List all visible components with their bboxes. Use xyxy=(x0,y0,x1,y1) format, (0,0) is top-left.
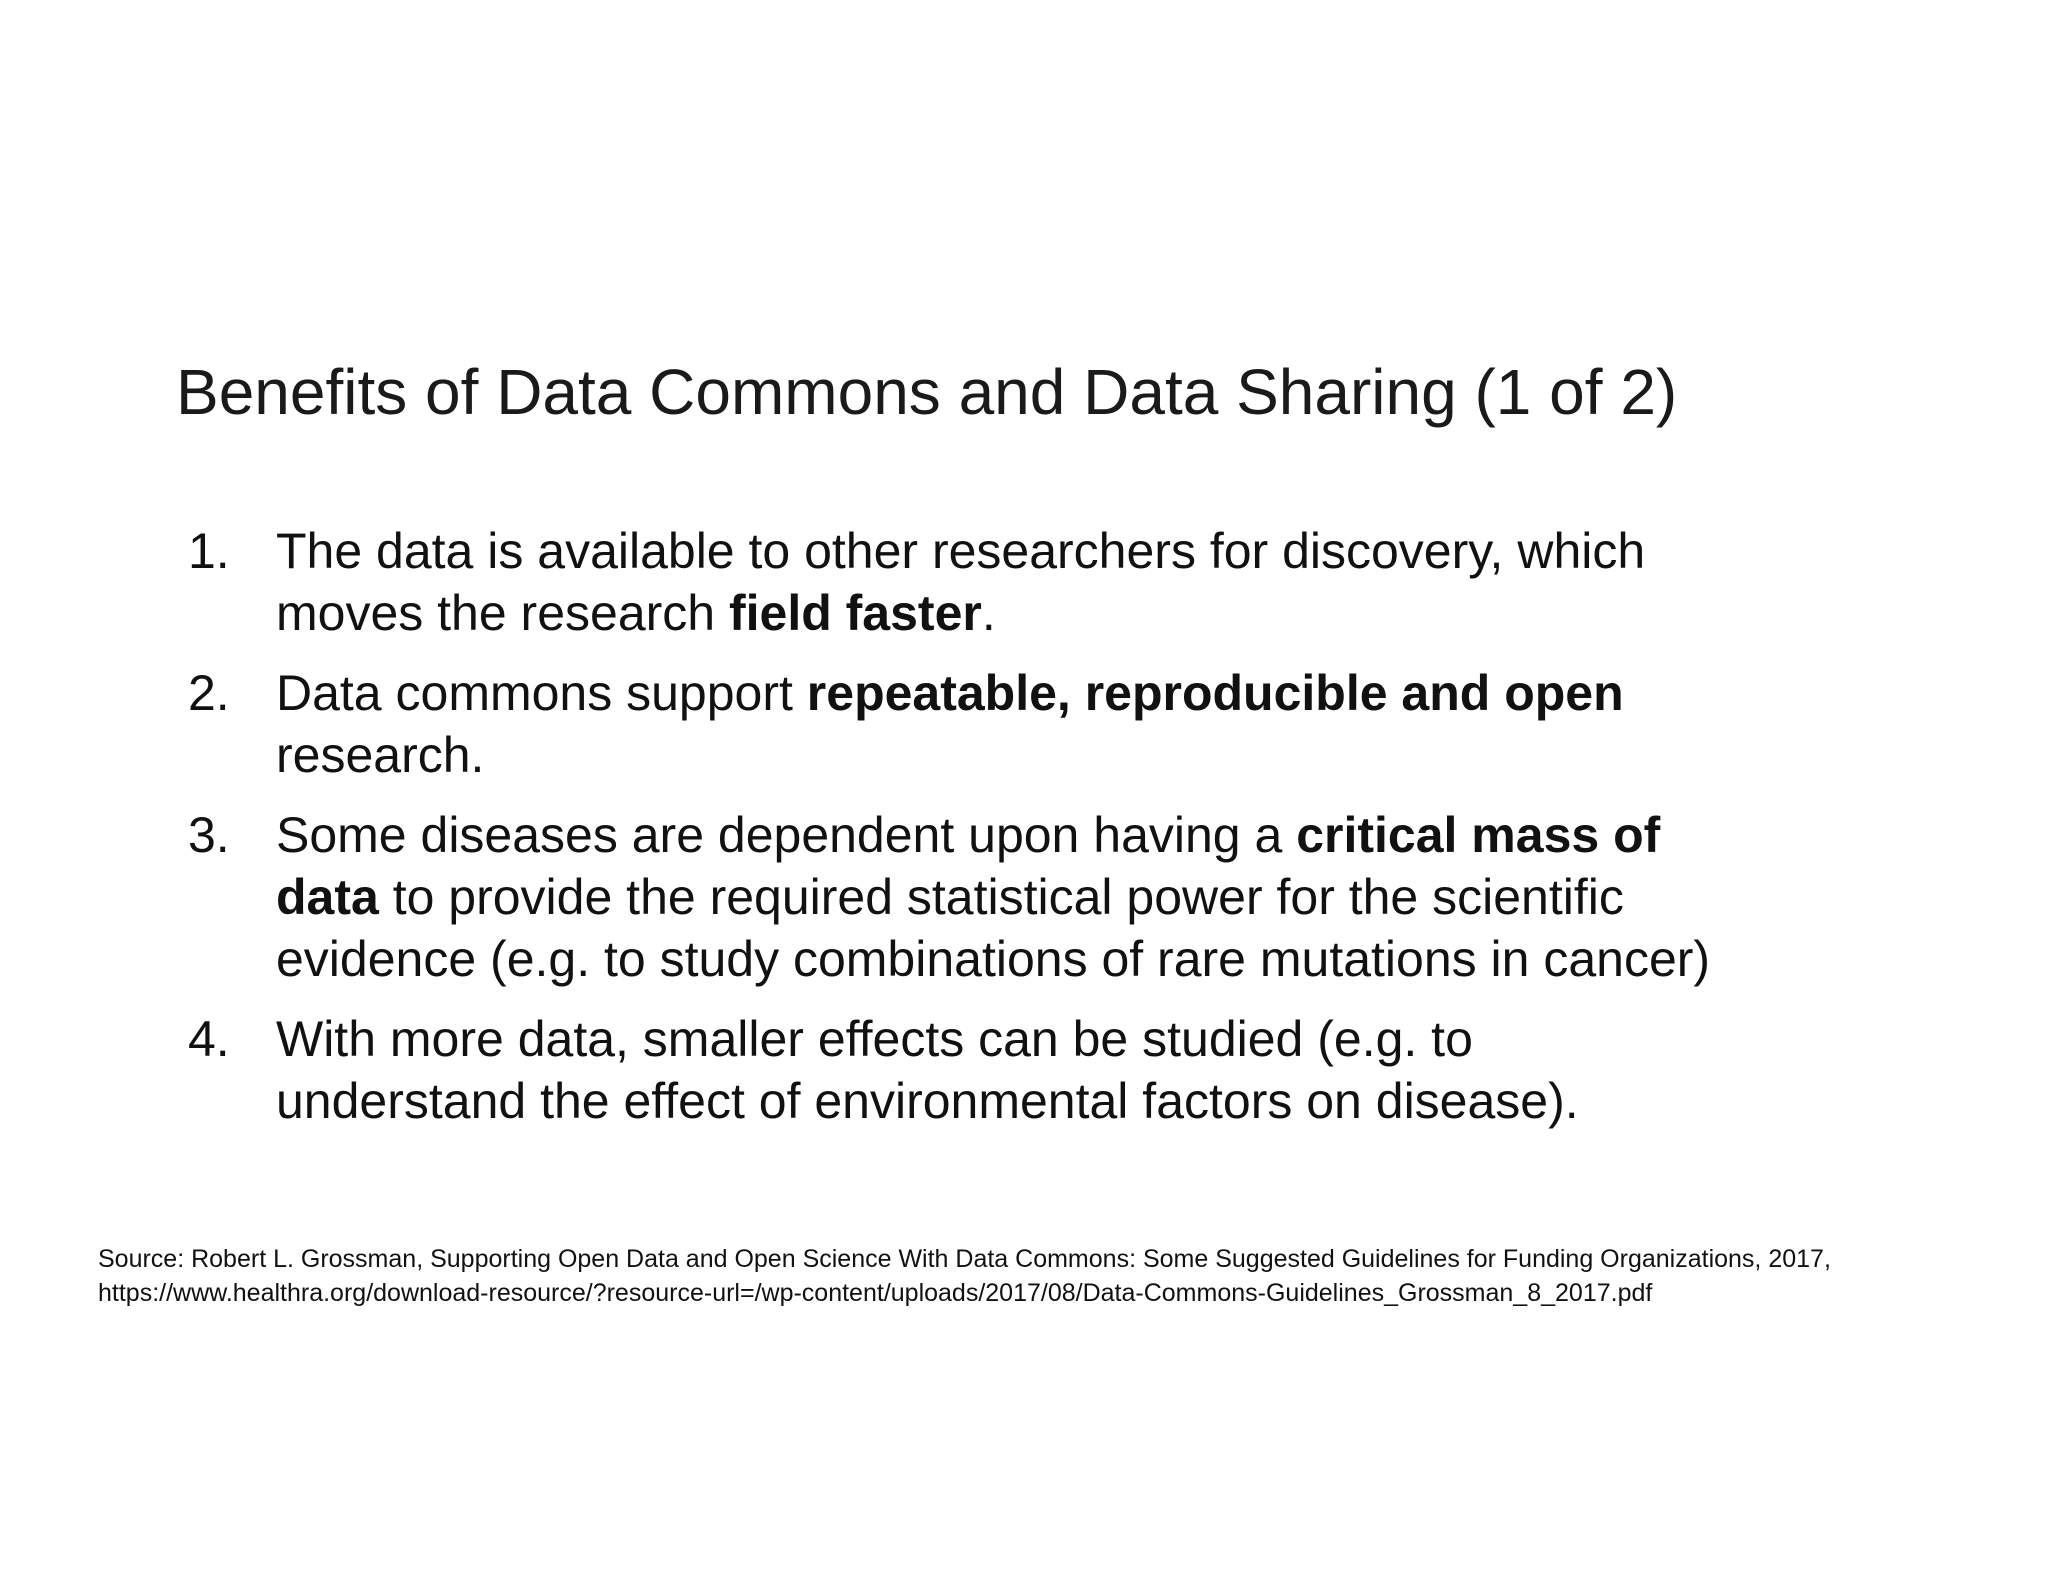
benefit-text-end: to provide the required statistical power for the scientific evidence (e.g. to study combinations of rare mutations in cancer) xyxy=(276,869,1711,987)
benefit-text: Data commons support xyxy=(276,665,807,721)
benefit-emphasis: critical mass of data xyxy=(276,807,1661,925)
benefit-list xyxy=(188,520,1728,1132)
benefit-item-4 xyxy=(188,1008,1728,1132)
benefit-text-end: research. xyxy=(276,727,485,783)
benefit-number: 1. xyxy=(188,523,230,579)
benefit-number: 3. xyxy=(188,807,230,863)
benefit-emphasis: repeatable, reproducible and open xyxy=(806,665,1624,721)
benefit-text: The data is available to other researchers for discovery, which moves the research xyxy=(276,523,1646,641)
benefit-item-1 xyxy=(188,520,1728,644)
benefit-text: Some diseases are dependent upon having a xyxy=(276,807,1297,863)
benefit-text-end: . xyxy=(981,585,996,641)
benefit-item-2 xyxy=(188,662,1728,786)
benefit-number: 4. xyxy=(188,1011,230,1067)
benefit-number: 2. xyxy=(188,665,230,721)
benefit-item-3 xyxy=(188,804,1728,990)
slide-title: Benefits of Data Commons and Data Sharing (1 of 2) xyxy=(176,356,1678,428)
source-citation: Source: Robert L. Grossman, Supporting Open Data and Open Science With Data Commons: Some Suggested Guidelines for Funding Organizations, 2017, https://www.healthra.org/download-resource/?resource-url=/wp-content/uploads/2017/08/Data-Commons-Guidelines_Grossman_8_2017.pdf xyxy=(98,1245,1831,1307)
benefit-emphasis: field faster xyxy=(728,585,982,641)
benefit-text: With more data, smaller effects can be studied (e.g. to understand the effect of environmental factors on disease). xyxy=(276,1011,1579,1129)
